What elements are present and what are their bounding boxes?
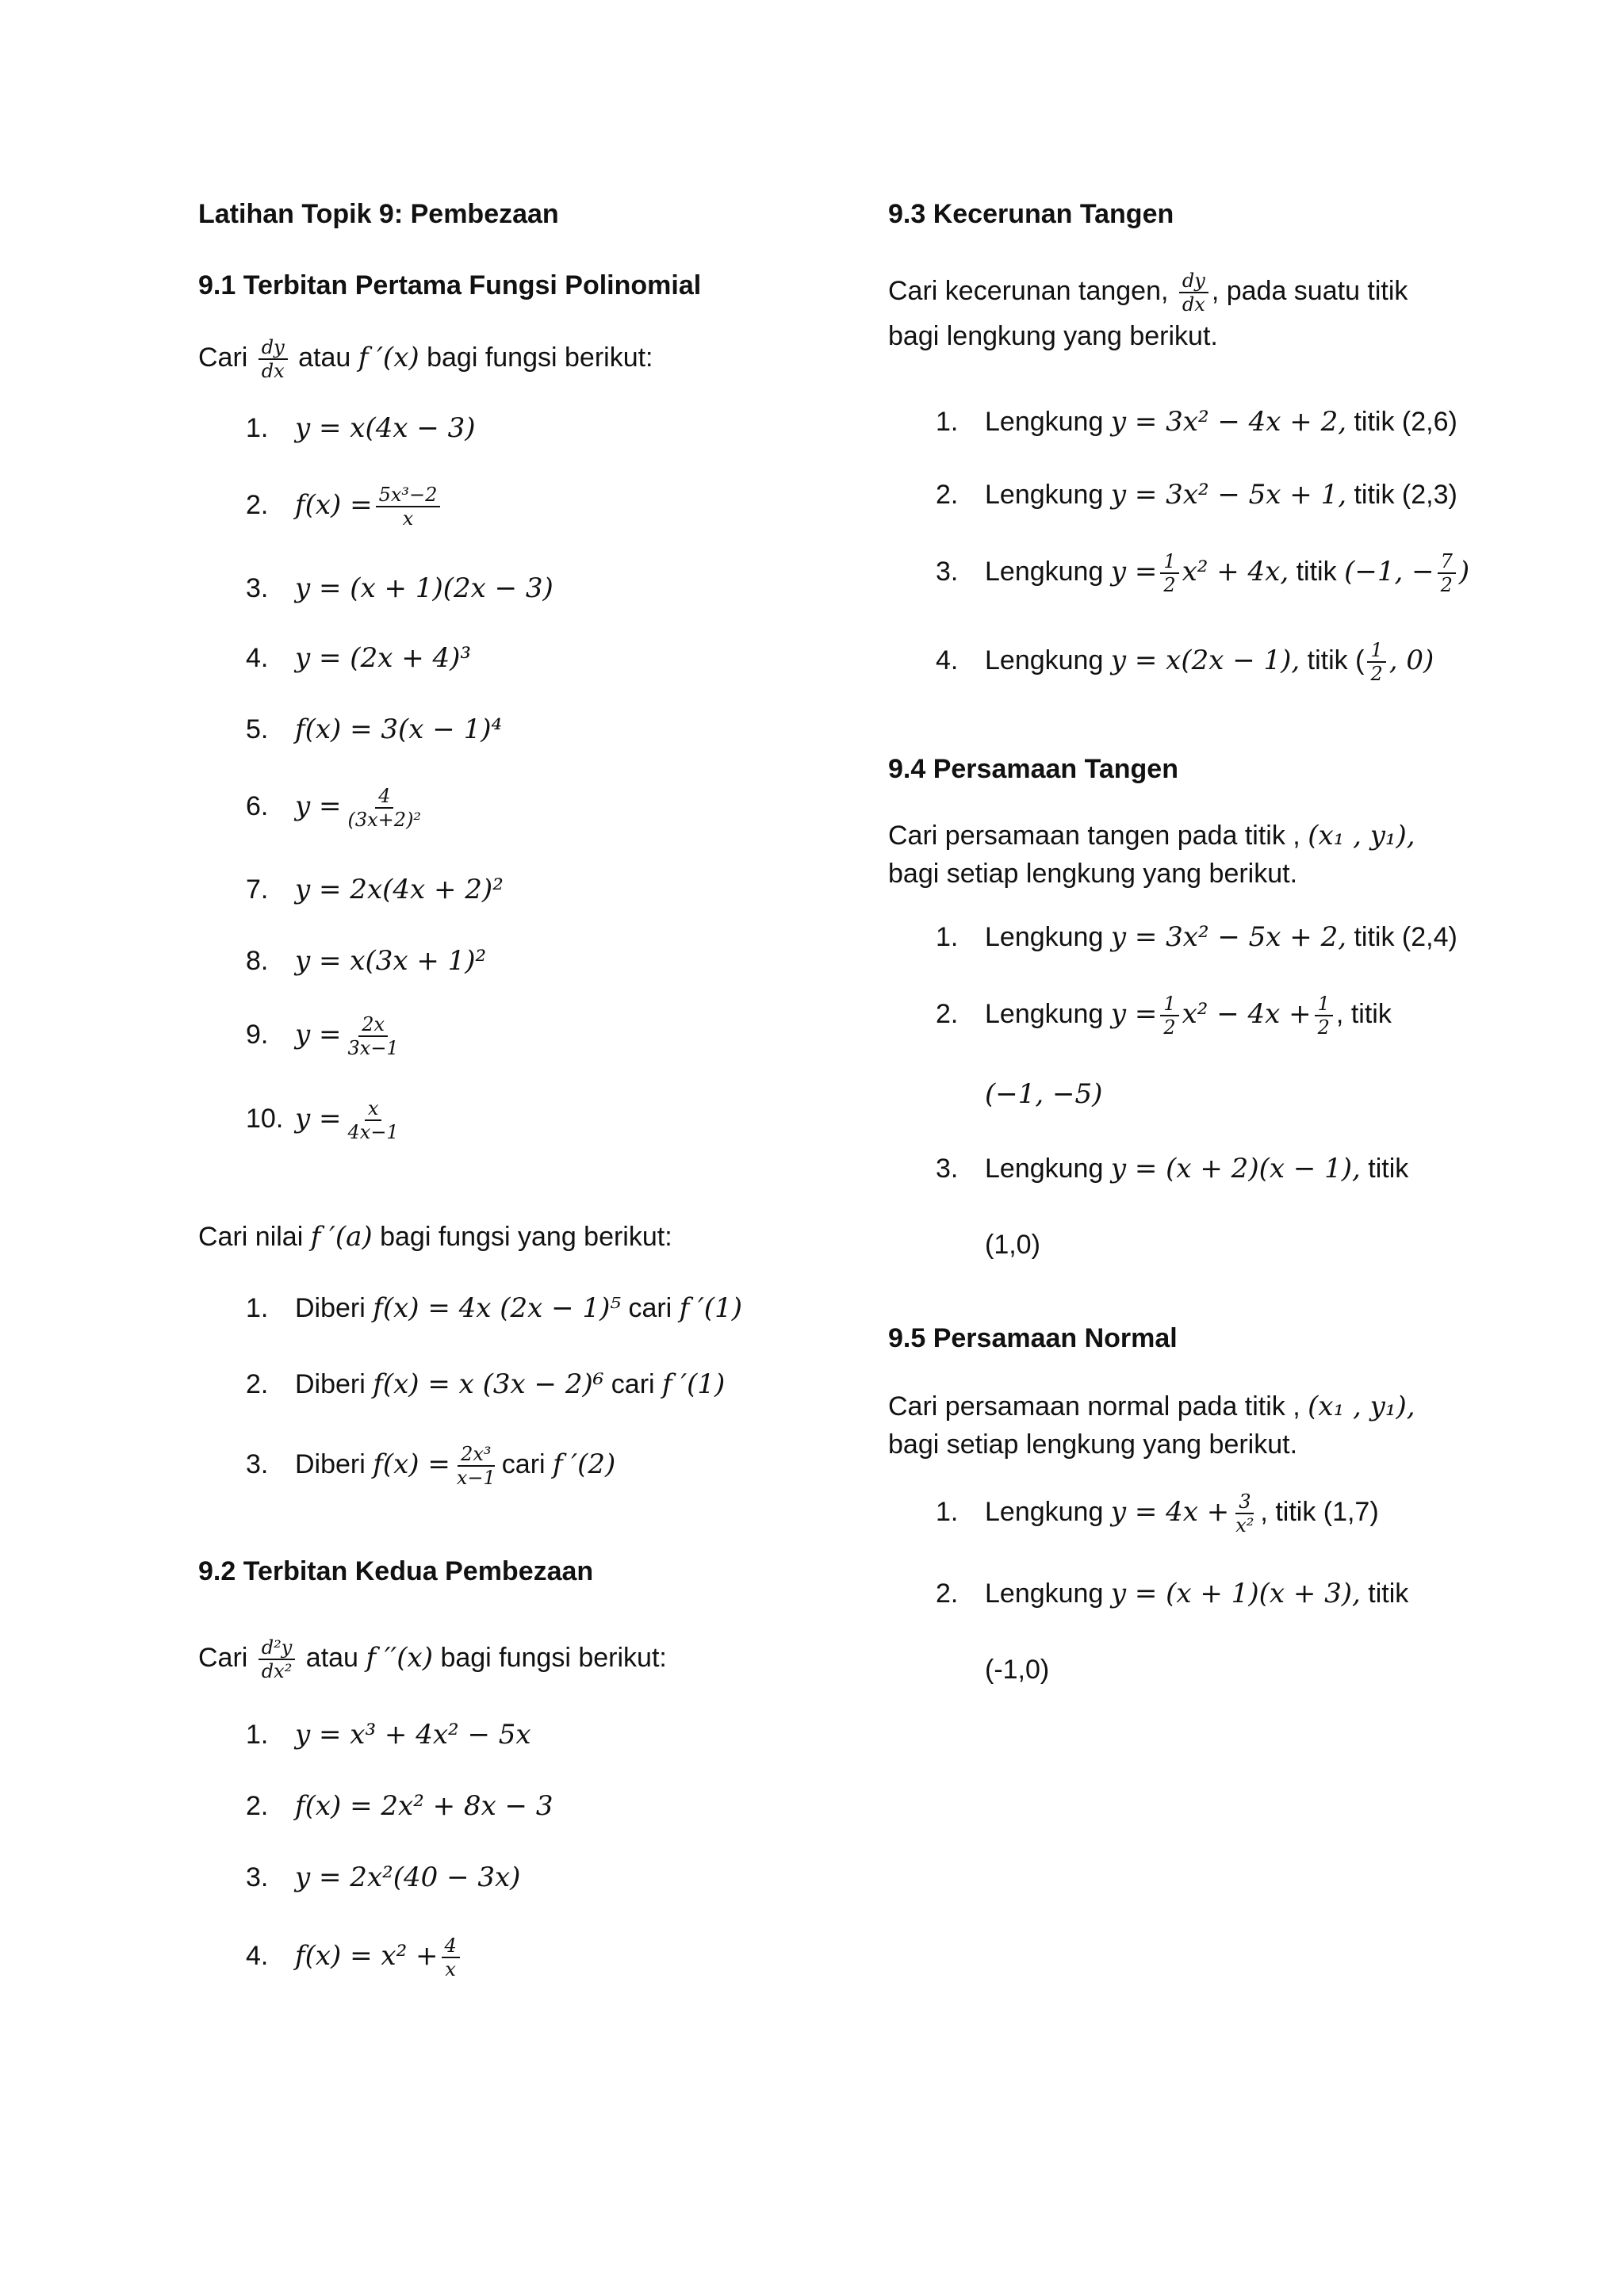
left-column [198, 0, 896, 2296]
list-item: 4. y = (2x + 4)³ [246, 642, 472, 674]
list-item: 1. Diberi f(x) = 4x (2x − 1)⁵ cari f ′(1) [246, 1292, 742, 1324]
section-9-4-intro: Cari persamaan tangen pada titik , (x₁ , y₁), [888, 820, 1415, 851]
list-item: 1. Lengkung y = 3x² − 4x + 2, titik (2,6) [936, 406, 1457, 438]
list-item: 4. f(x) = x² + $\frac{4}{x}$ [246, 1934, 463, 1980]
list-item: 10. y = $\frac{x}{4x-1}$ [246, 1097, 399, 1143]
list-item: 2. Lengkung y = (x + 1)(x + 3), titik [936, 1578, 1409, 1609]
list-item: 1. y = x³ + 4x² − 5x [246, 1719, 531, 1751]
section-9-4-intro-2: bagi setiap lengkung yang berikut. [888, 859, 1298, 889]
list-item: 2. Diberi f(x) = x (3x − 2)⁶ cari f ′(1) [246, 1368, 726, 1400]
section-9-2-intro: Cari $\frac{\text{d²y}}{\text{dx²}}$ atau f ′′(x) bagi fungsi berikut: [198, 1636, 667, 1682]
right-column [888, 0, 1586, 2296]
list-item: 3. Diberi f(x) = $\frac{\text{2x³}}{x-1}$ cari f ′(2) [246, 1443, 616, 1489]
list-item: 4. Lengkung y = x(2x − 1), titik ( $\frac{1}{2}$ , 0) [936, 639, 1434, 685]
list-item: 2. Lengkung y = $\frac{1}{2}$ x² − 4x + $\frac{1}{2}$ , titik [936, 993, 1392, 1039]
list-item: 7. y = 2x(4x + 2)² [246, 874, 504, 905]
list-item: 1. y = x(4x − 3) [246, 412, 476, 444]
list-item: 1. Lengkung y = 4x + $\frac{3}{\text{x²}}$ , titik (1,7) [936, 1490, 1379, 1536]
list-item: 9. y = $\frac{2x}{3x-1}$ [246, 1013, 399, 1059]
section-9-4-heading: 9.4 Persamaan Tangen [888, 754, 1178, 784]
fa-intro: Cari nilai f ′(a) bagi fungsi yang berikut: [198, 1221, 672, 1253]
list-item-continuation: (−1, −5) [985, 1078, 1103, 1110]
section-9-5-intro: Cari persamaan normal pada titik , (x₁ , y₁), [888, 1391, 1415, 1422]
dy-dx-fraction: $\frac{dy}{dx}$ [259, 336, 288, 382]
page-title: Latihan Topik 9: Pembezaan [198, 199, 559, 229]
section-9-1-intro: Cari $\frac{dy}{dx}$ atau f ′(x) bagi fungsi berikut: [198, 336, 653, 382]
list-item: 6. y = $\frac{4}{\text{(3x+2)²}}$ [246, 785, 422, 831]
list-item: 8. y = x(3x + 1)² [246, 945, 487, 977]
section-9-3-intro: Cari kecerunan tangen, $\frac{dy}{dx}$ , pada suatu titik [888, 270, 1408, 316]
list-item: 2. f(x) = 2x² + 8x − 3 [246, 1790, 553, 1822]
section-9-3-heading: 9.3 Kecerunan Tangen [888, 199, 1174, 229]
list-item-continuation: (-1,0) [985, 1655, 1050, 1685]
section-9-3-intro-2: bagi lengkung yang berikut. [888, 321, 1218, 351]
section-9-1-heading: 9.1 Terbitan Pertama Fungsi Polinomial [198, 270, 702, 300]
list-item: 3. Lengkung y = (x + 2)(x − 1), titik [936, 1153, 1409, 1184]
section-9-5-intro-2: bagi setiap lengkung yang berikut. [888, 1429, 1298, 1460]
list-item: 2. f(x) = $\frac{\text{5x³−2}}{x}$ [246, 484, 443, 530]
list-item: 3. Lengkung y = $\frac{1}{2}$ x² + 4x, titik (−1, − $\frac{7}{2}$ ) [936, 550, 1470, 596]
list-item-continuation: (1,0) [985, 1230, 1040, 1260]
section-9-2-heading: 9.2 Terbitan Kedua Pembezaan [198, 1556, 594, 1586]
section-9-5-heading: 9.5 Persamaan Normal [888, 1323, 1178, 1353]
list-item: 3. y = 2x²(40 − 3x) [246, 1862, 521, 1893]
list-item: 2. Lengkung y = 3x² − 5x + 1, titik (2,3) [936, 479, 1457, 511]
list-item: 3. y = (x + 1)(2x − 3) [246, 572, 553, 604]
list-item: 5. f(x) = 3(x − 1)⁴ [246, 714, 503, 745]
d2y-dx2-fraction: $\frac{\text{d²y}}{\text{dx²}}$ [259, 1636, 296, 1682]
list-item: 1. Lengkung y = 3x² − 5x + 2, titik (2,4) [936, 921, 1457, 953]
